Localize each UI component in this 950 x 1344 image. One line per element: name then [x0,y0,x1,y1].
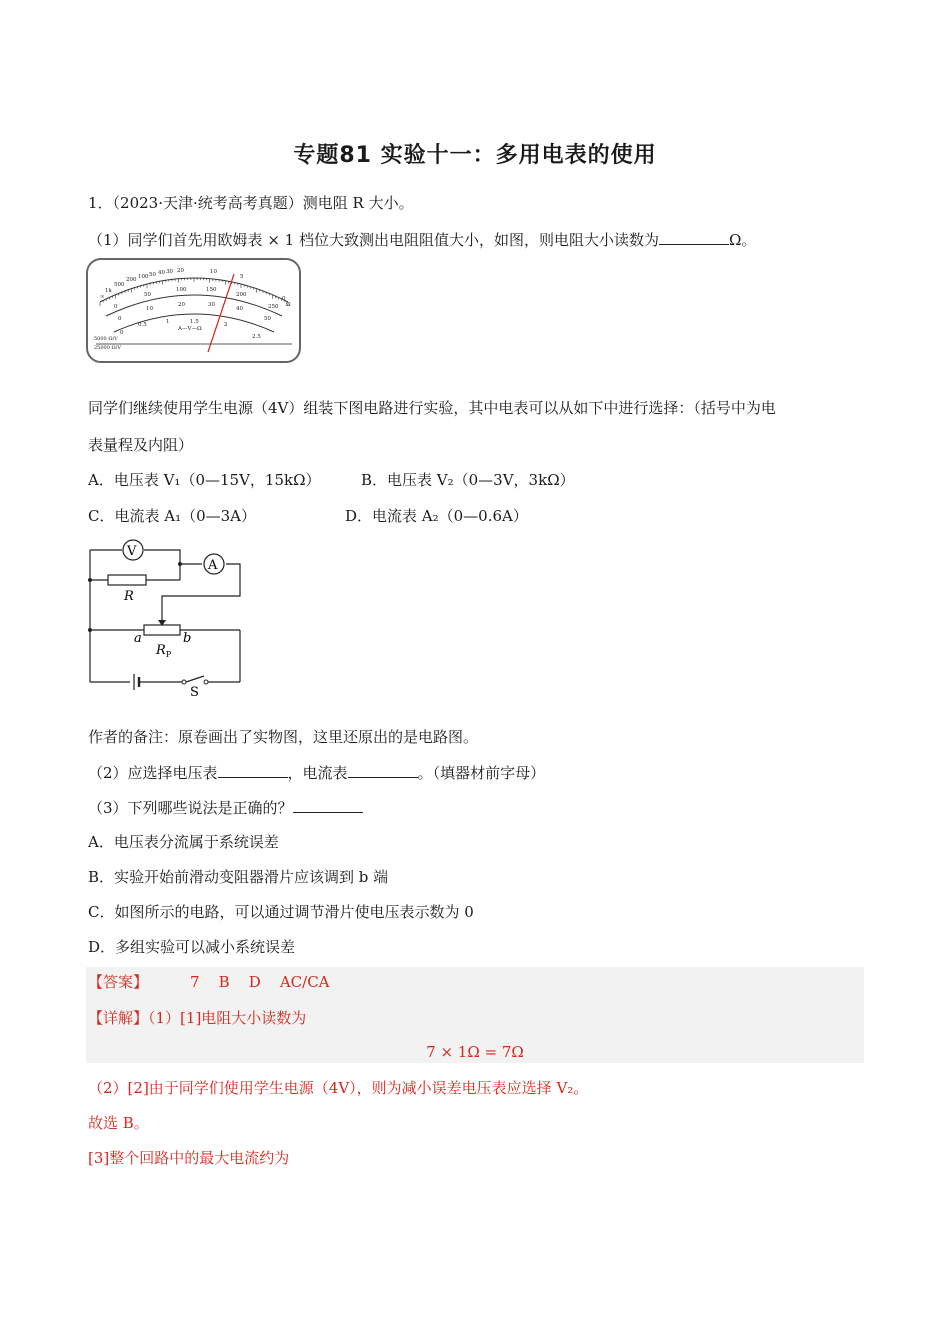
answer-label: 【答案】 [88,973,149,991]
answer-blank-4[interactable] [293,797,363,813]
question-part-1 [88,229,756,250]
intro-line-2: 表量程及内阻） [88,436,194,454]
author-note: 作者的备注：原卷画出了实物图，这里还原出的是电路图。 [88,728,479,746]
mid-scale-b-2: 20 [178,302,185,308]
option-d: D．电流表 A₂（0—0.6A） [345,507,528,525]
detail-label: 【详解】 [88,1009,149,1027]
option-b: B．电压表 V₂（0—3V，3kΩ） [361,471,575,489]
part2-c: 。（填器材前字母） [417,764,546,782]
question-stem: 1．（2023·天津·统考高考真题）测电阻 R 大小。 [88,194,414,212]
mid-scale-0: 0 [114,304,118,310]
part2-a: （2）应选择电压表 [88,764,218,782]
option-c: C．电流表 A₁（0—3A） [88,507,257,525]
formula: 7 × 1Ω = 7Ω [426,1043,524,1061]
switch-contact [204,680,208,684]
resistor-r [108,575,146,585]
top-scale-7: 30 [166,269,173,275]
answer-line [88,972,330,992]
low-scale-1: 0.5 [138,322,147,328]
part1-text: （1）同学们首先用欧姆表 × 1 档位大致测出电阻阻值大小，如图，则电阻大小读数为 [88,231,659,249]
intro-line-1: 同学们继续使用学生电源（4V）组装下图电路进行实验，其中电表可以从如下中进行选择：（括号中为电 [88,399,776,417]
mid-scale-b-1: 10 [146,306,153,312]
rheostat-body [144,625,180,635]
center-label: A—V—Ω [178,326,202,332]
multimeter-dial-figure [86,258,302,364]
low-scale-4: 2 [224,322,228,328]
mid-scale-1: 50 [144,292,151,298]
corner-label-1: 5000 Ω/V [94,336,118,342]
statement-b: B．实验开始前滑动变阻器滑片应该调到 b 端 [88,868,389,886]
corner-label-2: 25000 Ω/V [94,345,121,351]
detail-3: 故选 B。 [88,1114,149,1132]
top-scale-6: 40 [158,270,165,276]
low-scale-0: 0 [120,330,124,336]
mid-scale-4: 200 [236,292,247,298]
top-scale-11: 0 [282,296,286,302]
question-part-2 [88,762,545,783]
detail-2: （2）[2]由于同学们使用学生电源（4V），则为减小误差电压表应选择 V₂。 [88,1079,589,1097]
detail-line [88,1008,306,1028]
option-a: A．电压表 V₁（0—15V，15kΩ） [88,471,321,489]
statement-a: A．电压表分流属于系统误差 [88,833,279,851]
top-scale-4: 100 [138,274,149,280]
ammeter-label: A [208,558,218,573]
mid-scale-b-4: 40 [236,306,243,312]
top-scale-1: 1k [105,288,112,294]
answer-blank-2[interactable] [218,762,288,778]
mid-scale-3: 150 [206,287,217,293]
omega-label: Ω [286,302,291,308]
part3-text: （3）下列哪些说法是正确的？ [88,799,293,817]
voltmeter-label: V [127,544,137,559]
part1-unit: Ω。 [728,231,757,249]
top-scale-5: 50 [149,272,156,278]
statement-c: C．如图所示的电路，可以通过调节滑片使电压表示数为 0 [88,903,474,921]
rheostat-end-a: a [134,631,142,646]
page-title: 专题81 实验十一：多用电表的使用 [293,143,657,168]
top-scale-8: 20 [177,268,184,274]
mid-scale-5: 250 [268,304,279,310]
mid-scale-b-5: 50 [264,316,271,322]
question-part-3 [88,797,363,818]
statement-d: D．多组实验可以减小系统误差 [88,938,296,956]
switch-label: S [190,685,199,696]
mid-scale-2: 100 [176,287,187,293]
top-scale-9: 10 [210,269,217,275]
detail-4: [3]整个回路中的最大电流约为 [88,1149,290,1167]
mid-scale-b-3: 30 [208,302,215,308]
switch-pivot [182,680,186,684]
resistor-label: R [124,589,134,604]
top-scale-3: 200 [126,277,137,283]
rheostat-label: $R_P$ [156,643,172,659]
detail-1: （1）[1]电阻大小读数为 [148,1009,307,1027]
answer-blank-3[interactable] [348,762,418,778]
top-scale-0: ∞ [100,294,105,300]
rheostat-end-b: b [183,631,192,646]
low-scale-3: 1.5 [190,319,199,325]
answer-values: 7 B D AC/CA [190,973,330,991]
answer-blank-1[interactable] [659,229,729,245]
mid-scale-b-0: 0 [118,316,122,322]
low-scale-5: 2.5 [252,334,261,340]
top-scale-2: 500 [114,282,125,288]
circuit-diagram [86,536,246,696]
top-scale-10: 5 [240,274,244,280]
part2-b: ，电流表 [287,764,348,782]
low-scale-2: 1 [166,319,170,325]
